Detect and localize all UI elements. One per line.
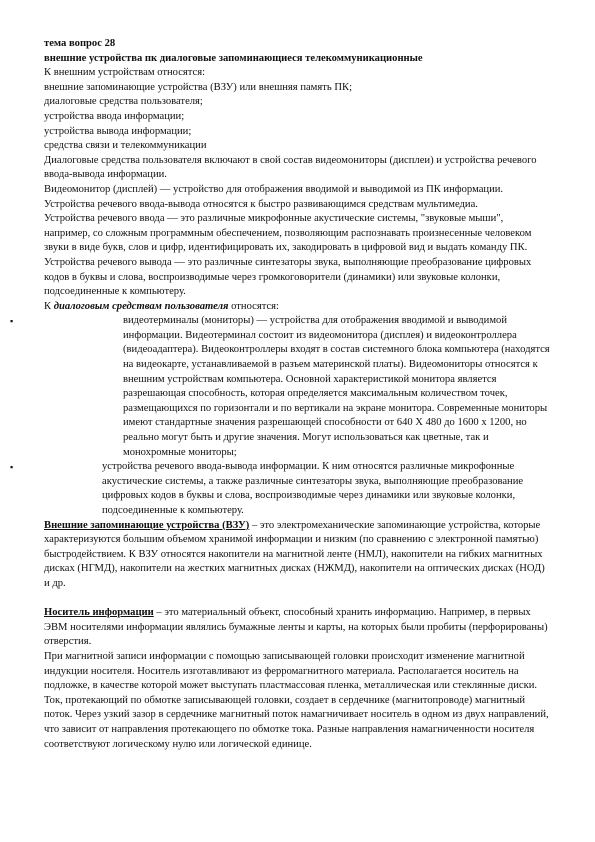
paragraph-dialog-heading — [44, 300, 552, 315]
dialog-heading-emphasis: диалоговым средствам пользователя — [53, 300, 229, 312]
doc-title: тема вопрос 28 — [44, 38, 116, 49]
intro-line: К внешним устройствам относятся: — [44, 67, 206, 79]
dialog-heading-suffix: относятся: — [228, 300, 280, 312]
list-item: устройства ввода информации; — [44, 110, 185, 122]
paragraph-carrier — [44, 606, 552, 650]
paragraph-magnetic-recording: При магнитной записи информации с помощью записывающей головки происходит изменение магнитной индукции носителя. Носитель изготавливают из ферромагнитного материала. Располагается носитель на подложке, в качестве которой может выступать пластмассовая пленка, металлическая или стеклянные диски. — [44, 650, 538, 692]
bullet-square-icon: ▪ — [10, 462, 14, 473]
paragraph-current: Ток, протекающий по обмотке записывающей головки, создает в сердечнике (магнитопроводе) магнитный поток. Через узкий зазор в сердечнике магнитный поток намагничивает носитель в одном из двух направлений, что зависит от направления протекающего по обмотке тока. Разные направления намагниченности носителя соответствуют логическому нулю или логической единице. — [44, 694, 549, 750]
bullet-item-speech-devices — [10, 460, 552, 518]
vzu-definition: – это электромеханические запоминающие устройства, которые характеризуются большим объемом хранимой информации и низким (по сравнению с электронной памятью) быстродействием. К ВЗУ относятся накопители на магнитной ленте (НМЛ), накопители на гибких магнитных дисках (НГМД), накопители на жестких магнитных дисках (НЖМД), накопители на оптических дисках (НОД) и др. — [44, 519, 545, 589]
bullet-square-icon: ▪ — [10, 316, 14, 327]
external-devices-list — [44, 81, 552, 154]
list-item: внешние запоминающие устройства (ВЗУ) или внешняя память ПК; — [44, 81, 353, 93]
list-item: диалоговые средства пользователя; — [44, 96, 203, 108]
paragraph-vzu — [44, 519, 552, 592]
doc-subtitle: внешние устройства пк диалоговые запоминающиеся телекоммуникационные — [44, 52, 423, 64]
blank-line — [44, 592, 552, 607]
dialog-heading-prefix: К — [44, 300, 54, 312]
paragraph-speech-output: Устройства речевого вывода — это различные синтезаторы звука, выполняющие преобразование цифровых кодов в буквы и слова, воспроизводимые через громкоговорители (динамики) или звуковые колонки, подсоединенные к компьютеру. — [44, 256, 532, 298]
list-item: устройства вывода информации; — [44, 125, 192, 137]
bullet-item-videoterminals — [10, 314, 552, 460]
bullet-text: видеотерминалы (мониторы) — устройства для отображения вводимой и выводимой информации. Видеотерминал состоит из видеомонитора (дисплея) и видеоконтроллера (видеоадаптера). Видеоконтроллеры входят в состав системного блока компьютера (находятся на видеокарте, устанавливаемой в разъем материнской платы). Видеомониторы относятся к внешним устройствам компьютера. Основной характеристикой монитора является разрешающая способность, которая определяется максимальным количеством точек, размещающихся по горизонтали и по вертикали на экране монитора. Современные мониторы имеют стандартные значения разрешающей способности от 640 Х 480 до 1600 х 1200, но реально могут быть и другие значения. Могут использоваться как цветные, так и монохромные мониторы; — [123, 315, 550, 458]
paragraph-dialog-means: Диалоговые средства пользователя включают в свой состав видеомониторы (дисплеи) и устройства речевого ввода-вывода информации. — [44, 154, 537, 181]
paragraph-speech-input: Устройства речевого ввода — это различные микрофонные акустические системы, "звуковые мыши", например, со сложным программным обеспечением, позволяющим распознавать произнесенные человеком звуки в виде букв, слов и цифр, идентифицировать их, закодировать в цифровой вид и выдать команду ПК. — [44, 213, 532, 254]
bullet-text: устройства речевого ввода-вывода информации. К ним относятся различные микрофонные акустические системы, а также различные синтезаторы звука, выполняющие преобразование цифровых кодов в буквы и слова, воспроизводимые через динамики или звуковые колонки, подсоединенные к компьютеру. — [102, 461, 524, 516]
paragraph-speech-io: Устройства речевого ввода-вывода относятся к быстро развивающимся средствам мультимедиа. — [44, 198, 478, 210]
carrier-definition: – это материальный объект, способный хранить информацию. Например, в первых ЭВМ носителями информации являлись бумажные ленты и карты, на которых были пробиты (перфорированы) отверстия. — [44, 607, 548, 648]
carrier-term: Носитель информации — [44, 607, 154, 619]
vzu-term: Внешние запоминающие устройства (ВЗУ) — [44, 519, 250, 531]
paragraph-videomonitor: Видеомонитор (дисплей) — устройство для отображения вводимой и выводимой из ПК информации. — [44, 183, 504, 195]
document-body — [10, 37, 552, 752]
list-item: средства связи и телекоммуникации — [44, 140, 207, 152]
